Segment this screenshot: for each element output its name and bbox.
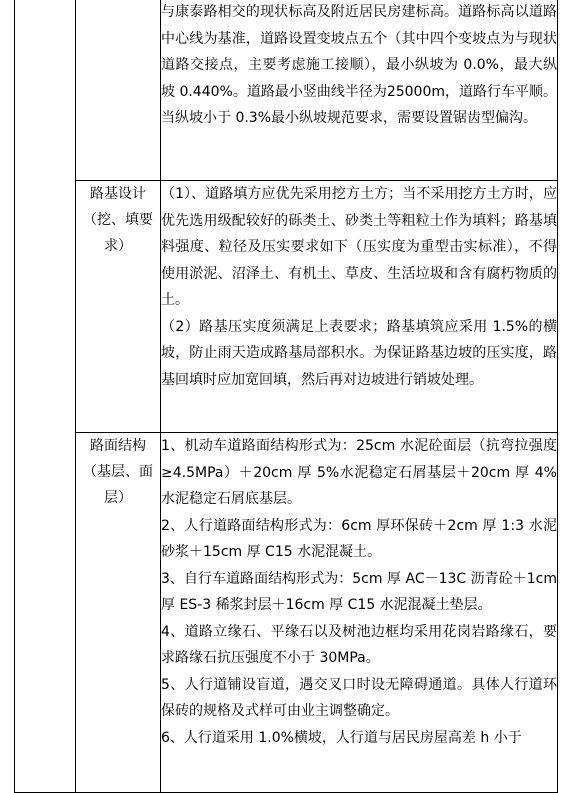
label-line: 求） <box>104 238 132 254</box>
content-paragraph: 6、人行道采用 1.0%横坡，人行道与居民房屋高差 h 小于 <box>161 729 522 746</box>
content-cell <box>161 181 558 433</box>
table-row <box>15 0 558 181</box>
label-cell <box>76 433 161 793</box>
content-paragraph: （2）路基压实度须满足上表要求；路基填筑应采用 1.5%的横坡，防止雨天造成路基局部积水。为保证路基边坡的压实度，路基回填时应加宽回填，然后再对边坡进行销坡处理。 <box>161 318 557 388</box>
content-paragraph: 2、人行道路面结构形式为：6cm 厚环保砖＋2cm 厚 1:3 水泥砂浆＋15cm 厚 C15 水泥混凝土。 <box>161 517 557 560</box>
table-row <box>15 433 558 793</box>
content-paragraph: 3、自行车道路面结构形式为：5cm 厚 AC－13C 沥青砼＋1cm 厚 ES-3 稀浆封层＋16cm 厚 C15 水泥混凝土垫层。 <box>161 570 557 613</box>
content-cell <box>161 433 558 793</box>
content-paragraph: 4、道路立缘石、平缘石以及树池边框均采用花岗岩路缘石，要求路缘石抗压强度不小于 30MPa。 <box>161 623 557 666</box>
label-line: 路基设计 <box>90 186 146 202</box>
content-paragraph: （1）、道路填方应优先采用挖方土方；当不采用挖方土方时，应优先选用级配较好的砾类土、砂类土等粗粒土作为填料；路基填料强度、粒径及压实要求如下（压实度为重型击实标准），不得使用淤泥、沼泽土、有机土、草皮、生活垃圾和含有腐朽物质的土。 <box>161 186 557 308</box>
content-paragraph: 与康泰路相交的现状标高及附近居民房建标高。道路标高以道路中心线为基准，道路设置变坡点五个（其中四个变坡点为与现状道路交接点，主要考虑施工接顺），最小纵坡为 0.0%，最大纵坡 0.440%。道路最小竖曲线半径为25000m，道路行车平顺。当纵坡小于 0.3%最小纵坡规范要求，需要设置锯齿型偏沟。 <box>161 4 558 126</box>
label-cell <box>76 0 161 181</box>
content-cell <box>161 0 558 181</box>
category-cell <box>15 0 76 793</box>
table-row <box>15 181 558 433</box>
label-line: 路面结构 <box>90 438 146 454</box>
label-line: 层） <box>104 490 132 506</box>
content-paragraph: 5、人行道铺设盲道，遇交叉口时设无障碍通道。具体人行道环保砖的规格及式样可由业主调整确定。 <box>161 676 557 719</box>
content-paragraph: 1、机动车道路面结构形式为：25cm 水泥砼面层（抗弯拉强度≥4.5MPa）＋20cm 厚 5%水泥稳定石屑基层＋20cm 厚 4%水泥稳定石屑底基层。 <box>161 438 557 507</box>
label-line: （挖、填要 <box>83 212 153 228</box>
design-spec-table <box>14 0 558 793</box>
label-cell <box>76 181 161 433</box>
label-line: （基层、面 <box>83 464 153 480</box>
